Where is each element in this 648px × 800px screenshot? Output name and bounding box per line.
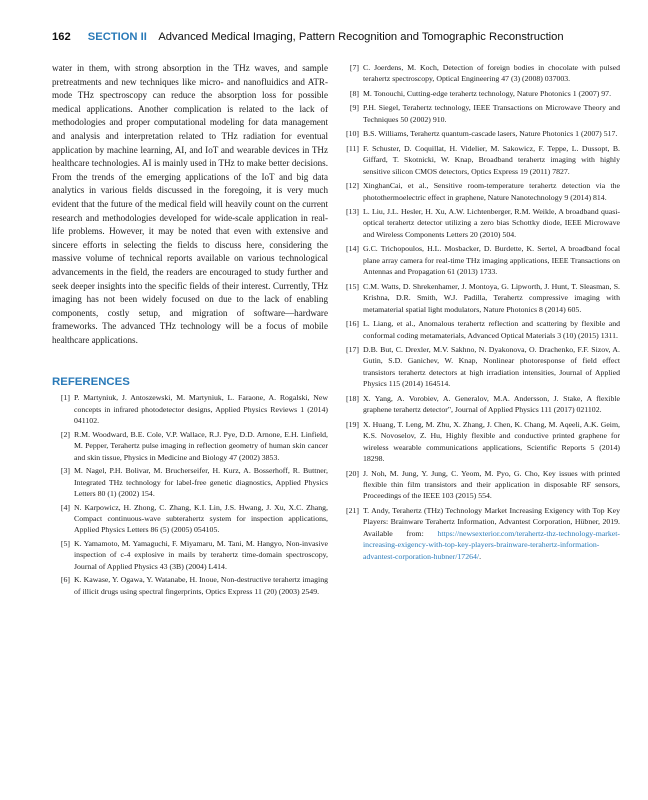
reference-item [341, 281, 620, 315]
reference-item [341, 243, 620, 277]
reference-list-right [341, 62, 620, 562]
reference-item [341, 88, 620, 99]
reference-text: X. Huang, T. Leng, M. Zhu, X. Zhang, J. Chen, K. Chang, M. Aqeeli, A.K. Geim, K.S. Novoselov, Z. Hu, Highly flexible and conductive printed graphene for wireless wearable communications applications, Scientific Reports 5 (2014) 18298. [363, 419, 620, 464]
reference-number: [3] [60, 466, 70, 476]
reference-item [341, 344, 620, 390]
reference-text: F. Schuster, D. Coquillat, H. Videlier, M. Sakowicz, F. Teppe, L. Dussopt, B. Giffard, T. Skotnicki, W. Knap, Broadband terahertz imaging with highly sensitive silicon CMOS detectors, Optics Express 19 (2011) 7827. [363, 143, 620, 176]
reference-text: N. Karpowicz, H. Zhong, C. Zhang, K.I. Lin, J.S. Hwang, J. Xu, X.C. Zhang, Compact continuous-wave subterahertz system for inspection applications, Applied Physics Letters 86 (5) (2005) 054105. [74, 502, 328, 535]
reference-text: K. Yamamoto, M. Yamaguchi, F. Miyamaru, M. Tani, M. Hangyo, Non-invasive inspection of c-4 explosive in mails by terahertz time-domain spectroscopy, Journal of Applied Physics 43 (3B) (2004) L414. [74, 538, 328, 571]
reference-text: X. Yang, A. Vorobiev, A. Generalov, M.A. Andersson, J. Stake, A flexible graphene terahertz detector", Journal of Applied Physics 111 (2017) 021102. [363, 393, 620, 415]
reference-number: [19] [346, 419, 359, 429]
reference-url-link[interactable]: https://newsexterior.com/terahertz-thz-technology-market-increasing-exigency-with-top-key-players-brainware-terahertz-information-advantest-corporation-hubner/17264/ [363, 528, 620, 561]
reference-item [52, 574, 328, 597]
reference-tail: . [479, 551, 482, 561]
reference-number: [1] [60, 393, 70, 403]
reference-item [341, 102, 620, 125]
reference-item [341, 393, 620, 416]
page-number: 162 [52, 31, 71, 43]
reference-item [341, 180, 620, 203]
left-column [52, 62, 328, 599]
reference-text: L. Liu, J.L. Hesler, H. Xu, A.W. Lichtenberger, R.M. Weikle, A broadband quasi-optical terahertz detector utilizing a zero bias Schottky diode, IEEE Microwave and Wireless Components Letters 20 (2010) 504. [363, 206, 620, 239]
reference-text: C.M. Watts, D. Shrekenhamer, J. Montoya, G. Lipworth, J. Hunt, T. Sleasman, S. Krishna, D.R. Smith, W.J. Padilla, Terahertz compressive imaging with metamaterial spatial light modulators, Nature Photonics 8 (2014) 605. [363, 281, 620, 314]
reference-text: C. Joerdens, M. Koch, Detection of foreign bodies in chocolate with pulsed terahertz spectroscopy, Optical Engineering 47 (3) (2008) 037003. [363, 63, 620, 84]
reference-number: [11] [346, 143, 359, 153]
reference-list-left [52, 392, 328, 597]
reference-number: [12] [346, 181, 359, 191]
reference-item [52, 465, 328, 499]
reference-text: M. Tonouchi, Cutting-edge terahertz technology, Nature Photonics 1 (2007) 97. [363, 88, 612, 98]
reference-text: R.M. Woodward, B.E. Cole, V.P. Wallace, R.J. Pye, D.D. Arnone, E.H. Linfield, M. Pepper, Terahertz pulse imaging in reflection geometry of human skin cancer and skin tissue, Physics in Medicine and Biology 47 (2002) 3853. [74, 429, 328, 462]
reference-number: [4] [60, 502, 70, 512]
reference-number: [5] [60, 538, 70, 548]
section-label: SECTION II [87, 31, 147, 43]
reference-text: M. Nagel, P.H. Bolivar, M. Brucherseifer, H. Kurz, A. Bosserhoff, R. Buttner, Integrated THz technology for label-free genetic diagnostics, Applied Physics Letters 80 (1) (2002) 154. [74, 466, 328, 499]
reference-number: [15] [346, 281, 359, 291]
reference-number: [18] [346, 393, 359, 403]
reference-item [52, 502, 328, 536]
reference-number: [2] [60, 429, 70, 439]
reference-text: P.H. Siegel, Terahertz technology, IEEE Transactions on Microwave Theory and Techniques 50 (2002) 910. [363, 103, 620, 124]
reference-number: [21] [346, 505, 359, 515]
reference-number: [14] [346, 244, 359, 254]
reference-text: T. Andy, Terahertz (THz) Technology Market Increasing Exigency with Top Key Players: Brainware Terahertz Information, Advantest Corporation, Hübner, 2019. Available from: [363, 505, 620, 538]
reference-number: [7] [349, 63, 359, 72]
reference-number: [9] [349, 103, 359, 113]
reference-item [52, 538, 328, 572]
reference-item [341, 318, 620, 341]
reference-number: [20] [346, 468, 359, 478]
right-column [341, 62, 620, 565]
reference-text: K. Kawase, Y. Ogawa, Y. Watanabe, H. Inoue, Non-destructive terahertz imaging of illicit drugs using spectral fingerprints, Optics Express 11 (20) (2003) 2549. [74, 575, 328, 596]
reference-text: J. Noh, M. Jung, Y. Jung, C. Yeom, M. Pyo, G. Cho, Key issues with printed flexible thin film transistors and their application in disposable RF sensors, Proceedings of the IEEE 103 (2015) 554. [363, 468, 620, 501]
reference-text: D.B. But, C. Drexler, M.V. Sakhno, N. Dyakonova, O. Drachenko, F.F. Sizov, A. Gutin, S.D. Ganichev, W. Knap, Nonlinear photoresponse of field effect transistors terahertz detectors at high irradiation intensities, Journal of Applied Physics 115 (2014) 164514. [363, 344, 620, 389]
reference-number: [13] [346, 206, 359, 216]
reference-item [341, 419, 620, 465]
reference-item [341, 505, 620, 562]
reference-number: [8] [349, 88, 359, 98]
reference-item [341, 62, 620, 85]
reference-number: [17] [346, 344, 359, 354]
reference-item [341, 468, 620, 502]
reference-text: P. Martyniuk, J. Antoszewski, M. Martyniuk, L. Faraone, A. Rogalski, New concepts in infrared photodetector designs, Applied Physics Reviews 1 (2014) 041102. [74, 393, 328, 426]
reference-text: G.C. Trichopoulos, H.L. Mosbacker, D. Burdette, K. Sertel, A broadband focal plane array camera for real-time THz imaging applications, IEEE Transactions on Antennas and Propagation 61 (2013) 1733. [363, 244, 620, 277]
body-paragraph: water in them, with strong absorption in the THz waves, and sample pretreatments and new techniques like micro- and nanofluidics and ATR-mode THz spectroscopy can reduce the absorption loss for possible medical applications. Another complication is related to the lack of methodologies and proper computational modeling for data management and analysis and interpretation related to THz radiation for eventual application by machine learning, AI, and IoT and wearable devices in THz healthcare technologies. AI is mainly used in THz to make better decisions. From the trends of the emerging applications of the IoT and big data analytics in various fields discussed in the foregoing, it is very much evident that the future of the medical field will heavily count on the current research and methodologies developed for wide-scale application in real-life problems. However, it may be noted that even with extensive and sincere efforts in selecting the fields to discuss here, considering the massive volume of technical reports available on various technological advancements in the field, the readers are encouraged to study further and seek deeper insights into the specific fields of their interest. Currently, THz imaging has not been widely focused on due to the lack of enabling components, costly setup, and migration of software—hardware frameworks. The advanced THz technology will be a focus of mobile healthcare applications. [52, 63, 328, 345]
reference-number: [10] [346, 129, 359, 139]
running-title: Advanced Medical Imaging, Pattern Recognition and Tomographic Reconstruction [158, 31, 564, 43]
reference-number: [16] [346, 319, 359, 329]
reference-item [52, 429, 328, 463]
reference-number: [6] [60, 575, 70, 585]
reference-text: L. Liang, et al., Anomalous terahertz reflection and scattering by flexible and conformal coding metamaterials, Advanced Optical Materials 3 (10) (2015) 1311. [363, 319, 620, 340]
reference-item [341, 143, 620, 177]
running-header [52, 31, 618, 47]
reference-text: XinghanCai, et al., Sensitive room-temperature terahertz detection via the photothermoelectric effect in graphene, Nature Nanotechnology 9 (2014) 814. [363, 181, 620, 202]
reference-item [341, 128, 620, 139]
references-heading: REFERENCES [52, 376, 130, 389]
reference-text: B.S. Williams, Terahertz quantum-cascade lasers, Nature Photonics 1 (2007) 517. [363, 129, 618, 139]
reference-item [52, 392, 328, 426]
reference-item [341, 206, 620, 240]
